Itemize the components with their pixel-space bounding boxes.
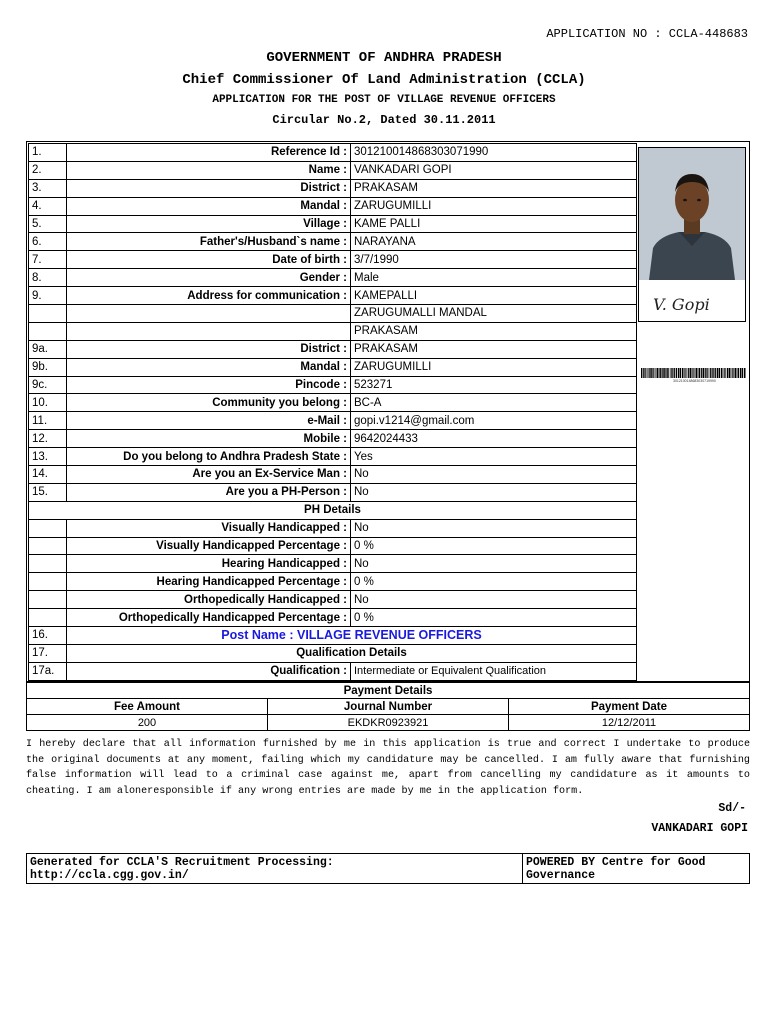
- table-row: [29, 591, 637, 609]
- footer-url[interactable]: http://ccla.cgg.gov.in/: [30, 869, 189, 882]
- declaration-text: I hereby declare that all information furnished by me in this application is true and correct I undertake to produce the original documents at any moment, failing which my candidature may be cancelled. I am fully aware that furnishing false information will lead to a criminal case against me, apart from cancelling my candidature as it amounts to cheating. I am aloneresponsible if any wrong entries are made by me in the application form.: [26, 739, 750, 798]
- field-label: Mandal :: [67, 358, 351, 376]
- row-number: [29, 519, 67, 537]
- fee-amount: 200: [27, 715, 268, 731]
- table-row: [29, 269, 637, 287]
- field-label: Visually Handicapped :: [67, 519, 351, 537]
- barcode-bar: [710, 368, 711, 378]
- photo-image: [639, 148, 745, 321]
- field-value: NARAYANA: [351, 233, 637, 251]
- table-row: [29, 144, 637, 162]
- table-row: [29, 394, 637, 412]
- row-number: 8.: [29, 269, 67, 287]
- field-label: e-Mail :: [67, 412, 351, 430]
- table-row: [29, 179, 637, 197]
- row-number: [29, 537, 67, 555]
- footer-generated: [27, 854, 523, 883]
- barcode-bar: [701, 368, 702, 378]
- field-value: gopi.v1214@gmail.com: [351, 412, 637, 430]
- barcode-bar: [717, 368, 718, 378]
- field-value: 9642024433: [351, 430, 637, 448]
- barcode-bar: [703, 368, 704, 378]
- barcode-bar: [649, 368, 650, 378]
- barcode-bar: [678, 368, 679, 378]
- payment-column-header: Payment Date: [509, 699, 750, 715]
- barcode-bar: [671, 368, 672, 378]
- field-label: Gender :: [67, 269, 351, 287]
- table-row: [29, 251, 637, 269]
- field-value: PRAKASAM: [351, 322, 637, 340]
- payment-table: [26, 682, 750, 731]
- barcode-bar: [653, 368, 654, 378]
- row-number: [29, 591, 67, 609]
- field-value: No: [351, 519, 637, 537]
- barcode-bar: [641, 368, 642, 378]
- barcode-bar: [724, 368, 725, 378]
- row-number: 15.: [29, 483, 67, 501]
- journal-number: EKDKR0923921: [268, 715, 509, 731]
- barcode-bar: [657, 368, 658, 378]
- table-row: [29, 609, 637, 627]
- barcode-bar: [682, 368, 683, 378]
- barcode-bar: [687, 368, 688, 378]
- field-value: Yes: [351, 448, 637, 466]
- field-label: Reference Id :: [67, 144, 351, 162]
- row-number: [29, 322, 67, 340]
- row-number: 17a.: [29, 662, 67, 680]
- table-row: [29, 215, 637, 233]
- signatory-name: VANKADARI GOPI: [651, 822, 748, 835]
- barcode-bar: [659, 368, 660, 378]
- field-label: District :: [67, 340, 351, 358]
- table-row: [29, 376, 637, 394]
- field-value: 0 %: [351, 609, 637, 627]
- field-value: Male: [351, 269, 637, 287]
- row-number: [29, 573, 67, 591]
- footer-powered-line2: Governance: [526, 869, 596, 882]
- row-number: 2.: [29, 161, 67, 179]
- barcode-bar: [729, 368, 730, 378]
- table-row: [29, 519, 637, 537]
- barcode-bar: [674, 368, 675, 378]
- row-number: 11.: [29, 412, 67, 430]
- field-label: Date of birth :: [67, 251, 351, 269]
- table-row: [29, 412, 637, 430]
- field-label: [67, 305, 351, 323]
- field-label: Qualification :: [67, 662, 351, 680]
- field-label: Orthopedically Handicapped :: [67, 591, 351, 609]
- barcode-bar: [744, 368, 745, 378]
- barcode-bar: [740, 368, 741, 378]
- field-label: Address for communication :: [67, 287, 351, 305]
- barcode-bar: [676, 368, 677, 378]
- field-label: Hearing Handicapped Percentage :: [67, 573, 351, 591]
- barcode-bar: [735, 368, 736, 378]
- row-number: [29, 555, 67, 573]
- barcode-number: 3012100148683030719990: [673, 379, 716, 383]
- row-number: 5.: [29, 215, 67, 233]
- row-number: 4.: [29, 197, 67, 215]
- post-name-row: [29, 627, 637, 645]
- table-row: [29, 287, 637, 305]
- field-value: No: [351, 466, 637, 484]
- payment-date: 12/12/2011: [509, 715, 750, 731]
- barcode-bar: [696, 368, 697, 378]
- circular-reference: Circular No.2, Dated 30.11.2011: [272, 113, 496, 127]
- ph-details-heading: PH Details: [29, 501, 637, 519]
- field-label: Do you belong to Andhra Pradesh State :: [67, 448, 351, 466]
- barcode-bar: [680, 368, 681, 378]
- table-row: [29, 662, 637, 680]
- qualification-heading: Qualification Details: [67, 644, 637, 662]
- barcode-bar: [666, 368, 667, 378]
- barcode-bar: [732, 368, 733, 378]
- field-value: 0 %: [351, 537, 637, 555]
- field-label: Village :: [67, 215, 351, 233]
- row-number: 12.: [29, 430, 67, 448]
- field-value: Intermediate or Equivalent Qualification: [351, 662, 637, 680]
- barcode-bar: [693, 368, 694, 378]
- barcode-bar: [668, 368, 669, 378]
- table-row: [29, 197, 637, 215]
- table-row: [29, 430, 637, 448]
- field-value: ZARUGUMALLI MANDAL: [351, 305, 637, 323]
- row-number: 9.: [29, 287, 67, 305]
- row-number: [29, 305, 67, 323]
- applicant-photo: [638, 147, 746, 322]
- field-value: 523271: [351, 376, 637, 394]
- row-number: 13.: [29, 448, 67, 466]
- payment-heading: Payment Details: [27, 683, 750, 699]
- barcode-bar: [698, 368, 699, 378]
- row-number: [29, 609, 67, 627]
- barcode-bar: [731, 368, 732, 378]
- field-value: PRAKASAM: [351, 179, 637, 197]
- row-number: 17.: [29, 644, 67, 662]
- field-label: Mandal :: [67, 197, 351, 215]
- barcode-bar: [719, 368, 720, 378]
- barcode-bar: [643, 368, 644, 378]
- table-row: [29, 573, 637, 591]
- barcode-bar: [723, 368, 724, 378]
- field-value: ZARUGUMILLI: [351, 197, 637, 215]
- post-name: Post Name : VILLAGE REVENUE OFFICERS: [221, 628, 482, 643]
- table-row: [29, 448, 637, 466]
- barcode-bar: [645, 368, 646, 378]
- barcode-bar: [664, 368, 665, 378]
- barcode-bar: [699, 368, 700, 378]
- row-number: 9c.: [29, 376, 67, 394]
- table-row: [29, 358, 637, 376]
- barcode-bar: [742, 368, 743, 378]
- barcode-bar: [655, 368, 656, 378]
- barcode-bar: [690, 368, 691, 378]
- field-value: VANKADARI GOPI: [351, 161, 637, 179]
- barcode-bar: [725, 368, 726, 378]
- footer-generated-label: Generated for CCLA'S Recruitment Processing:: [30, 856, 334, 869]
- barcode-bar: [721, 368, 722, 378]
- field-label: Community you belong :: [67, 394, 351, 412]
- table-row: [29, 322, 637, 340]
- field-label: Are you an Ex-Service Man :: [67, 466, 351, 484]
- row-number: 10.: [29, 394, 67, 412]
- application-table: [28, 143, 637, 681]
- barcode-bar: [660, 368, 661, 378]
- barcode-bar: [670, 368, 671, 378]
- barcode-bar: [737, 368, 738, 378]
- table-row: [29, 555, 637, 573]
- table-row: [29, 483, 637, 501]
- footer: [26, 853, 750, 884]
- payment-column-header: Journal Number: [268, 699, 509, 715]
- row-number: 3.: [29, 179, 67, 197]
- barcode-bar: [738, 368, 739, 378]
- footer-powered-line1: POWERED BY Centre for Good: [526, 856, 706, 869]
- field-label: Name :: [67, 161, 351, 179]
- field-value: 301210014868303071990: [351, 144, 637, 162]
- barcode-bar: [705, 368, 706, 378]
- barcode-bar: [715, 368, 716, 378]
- barcode-bar: [727, 368, 728, 378]
- field-label: Hearing Handicapped :: [67, 555, 351, 573]
- barcode-bar: [662, 368, 663, 378]
- field-value: 3/7/1990: [351, 251, 637, 269]
- row-number: 14.: [29, 466, 67, 484]
- barcode-bar: [709, 368, 710, 378]
- field-label: Visually Handicapped Percentage :: [67, 537, 351, 555]
- field-label: Mobile :: [67, 430, 351, 448]
- barcode: [641, 368, 746, 378]
- table-row: [29, 305, 637, 323]
- barcode-bar: [648, 368, 649, 378]
- field-label: Are you a PH-Person :: [67, 483, 351, 501]
- row-number: 7.: [29, 251, 67, 269]
- ph-details-heading-row: [29, 501, 637, 519]
- field-value: No: [351, 555, 637, 573]
- field-label: Pincode :: [67, 376, 351, 394]
- field-label: Father's/Husband`s name :: [67, 233, 351, 251]
- signature-sd: Sd/-: [718, 802, 746, 815]
- qualification-heading-row: [29, 644, 637, 662]
- field-value: KAME PALLI: [351, 215, 637, 233]
- field-value: ZARUGUMILLI: [351, 358, 637, 376]
- row-number: 1.: [29, 144, 67, 162]
- table-row: [29, 466, 637, 484]
- table-row: [29, 233, 637, 251]
- barcode-bar: [685, 368, 686, 378]
- application-form: [26, 141, 750, 682]
- barcode-bar: [656, 368, 657, 378]
- post-title: APPLICATION FOR THE POST OF VILLAGE REVENUE OFFICERS: [212, 94, 556, 106]
- row-number: 9a.: [29, 340, 67, 358]
- table-row: [29, 537, 637, 555]
- row-number: 6.: [29, 233, 67, 251]
- field-label: District :: [67, 179, 351, 197]
- signature-text: V. Gopi: [653, 295, 710, 314]
- field-value: BC-A: [351, 394, 637, 412]
- barcode-bar: [692, 368, 693, 378]
- field-label: Orthopedically Handicapped Percentage :: [67, 609, 351, 627]
- payment-column-header: Fee Amount: [27, 699, 268, 715]
- field-label: [67, 322, 351, 340]
- field-value: PRAKASAM: [351, 340, 637, 358]
- row-number: 16.: [29, 627, 67, 645]
- barcode-bar: [647, 368, 648, 378]
- barcode-bar: [695, 368, 696, 378]
- field-value: KAMEPALLI: [351, 287, 637, 305]
- government-title: GOVERNMENT OF ANDHRA PRADESH: [266, 50, 502, 66]
- application-number: APPLICATION NO : CCLA-448683: [546, 27, 748, 41]
- department-title: Chief Commissioner Of Land Administration (CCLA): [182, 72, 586, 88]
- field-value: No: [351, 591, 637, 609]
- table-row: [29, 340, 637, 358]
- barcode-bar: [733, 368, 734, 378]
- barcode-bar: [712, 368, 713, 378]
- field-value: 0 %: [351, 573, 637, 591]
- field-value: No: [351, 483, 637, 501]
- row-number: 9b.: [29, 358, 67, 376]
- barcode-bar: [651, 368, 652, 378]
- table-row: [29, 161, 637, 179]
- barcode-bar: [707, 368, 708, 378]
- barcode-bar: [684, 368, 685, 378]
- footer-powered-by: [523, 854, 749, 883]
- post-name-cell: [67, 627, 637, 645]
- barcode-bar: [688, 368, 689, 378]
